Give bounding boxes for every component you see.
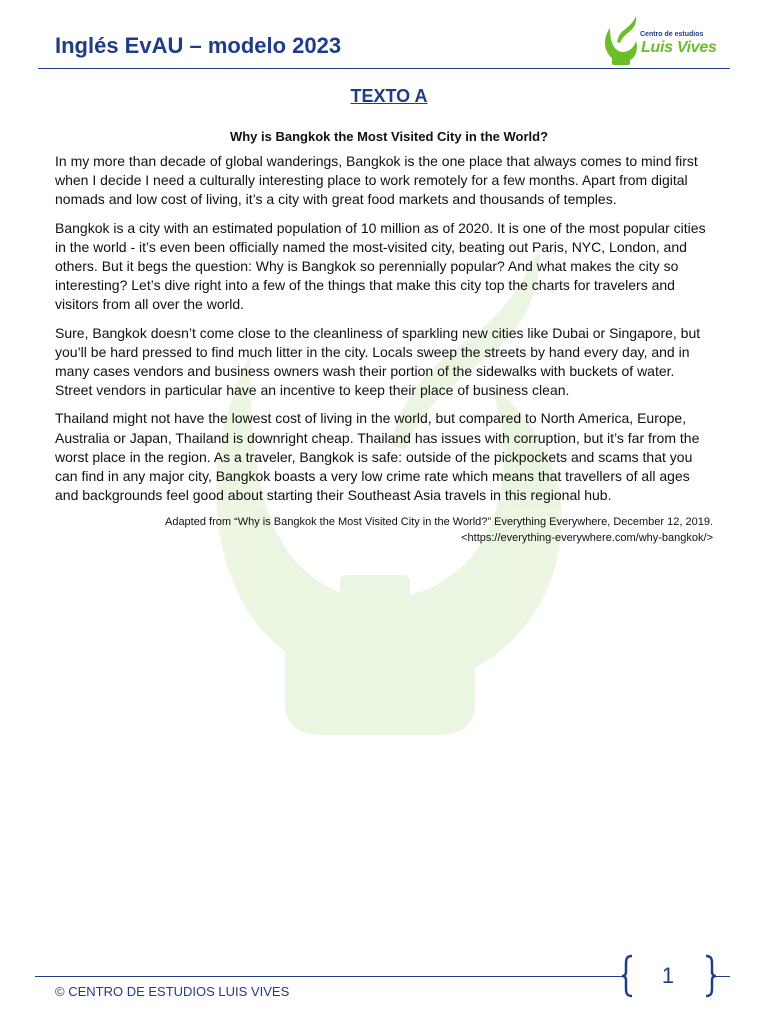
document-body (55, 86, 715, 546)
paragraph-4: Thailand might not have the lowest cost of living in the world, but compared to North America, Europe, Australia or Japan, Thailand is downright cheap. Thailand has issues with corruption, but it’s far from the worst place in the region. As a traveler, Bangkok is safe: outside of the pickpockets and scams that you can find in any major city, Bangkok boasts a very low crime rate which means that travellers of all ages and backgrounds feel good about starting their Southeast Asia travels in this regional hub. (55, 410, 700, 504)
article-title: Why is Bangkok the Most Visited City in the World? (229, 129, 549, 144)
paragraph-3: Sure, Bangkok doesn’t come close to the cleanliness of sparkling new cities like Dubai or Singapore, but you’ll be hard pressed to find much litter in the city. Locals sweep the streets by hand every day, and in many cases vendors and business owners wash their portion of the sidewalks with buckets of water. Street vendors in particular have an incentive to keep their place of business clean. (55, 324, 701, 399)
logo-subtitle: Centro de estudios (640, 31, 704, 38)
page-number: 1 (661, 963, 675, 988)
paragraph-1: In my more than decade of global wanderings, Bangkok is the one place that always comes to mind first when I decide I need a culturally interesting place to work remotely for a few months. Apart from digital nomads and low cost of living, it’s a city with great food markets and thousands of temples. (55, 153, 698, 208)
logo-name: Luis Vives (641, 39, 717, 56)
footer-copyright: © CENTRO DE ESTUDIOS LUIS VIVES (55, 984, 290, 999)
source-citation (55, 514, 715, 546)
document-header-title: Inglés EvAU – modelo 2023 (55, 33, 342, 58)
footer-divider (35, 976, 625, 977)
source-url: <https://everything-everywhere.com/why-bangkok/> (461, 532, 713, 545)
header-divider (38, 68, 730, 69)
paragraph-2: Bangkok is a city with an estimated population of 10 million as of 2020. It is one of the most popular cities in the world - it’s even been officially named the most-visited city, beating out Paris, NYC, London, and others. But it begs the question: Why is Bangkok so perennially popular? And what makes the city so interesting? Let’s dive right into a few of the things that make this city top the charts for travelers and visitors from all over the world. (55, 219, 706, 313)
footer-divider-end (714, 976, 730, 977)
section-title: TEXTO A (350, 86, 428, 106)
source-citation-line: Adapted from “Why is Bangkok the Most Visited City in the World?” Everything Everywhere, December 12, 2019. (164, 516, 713, 529)
